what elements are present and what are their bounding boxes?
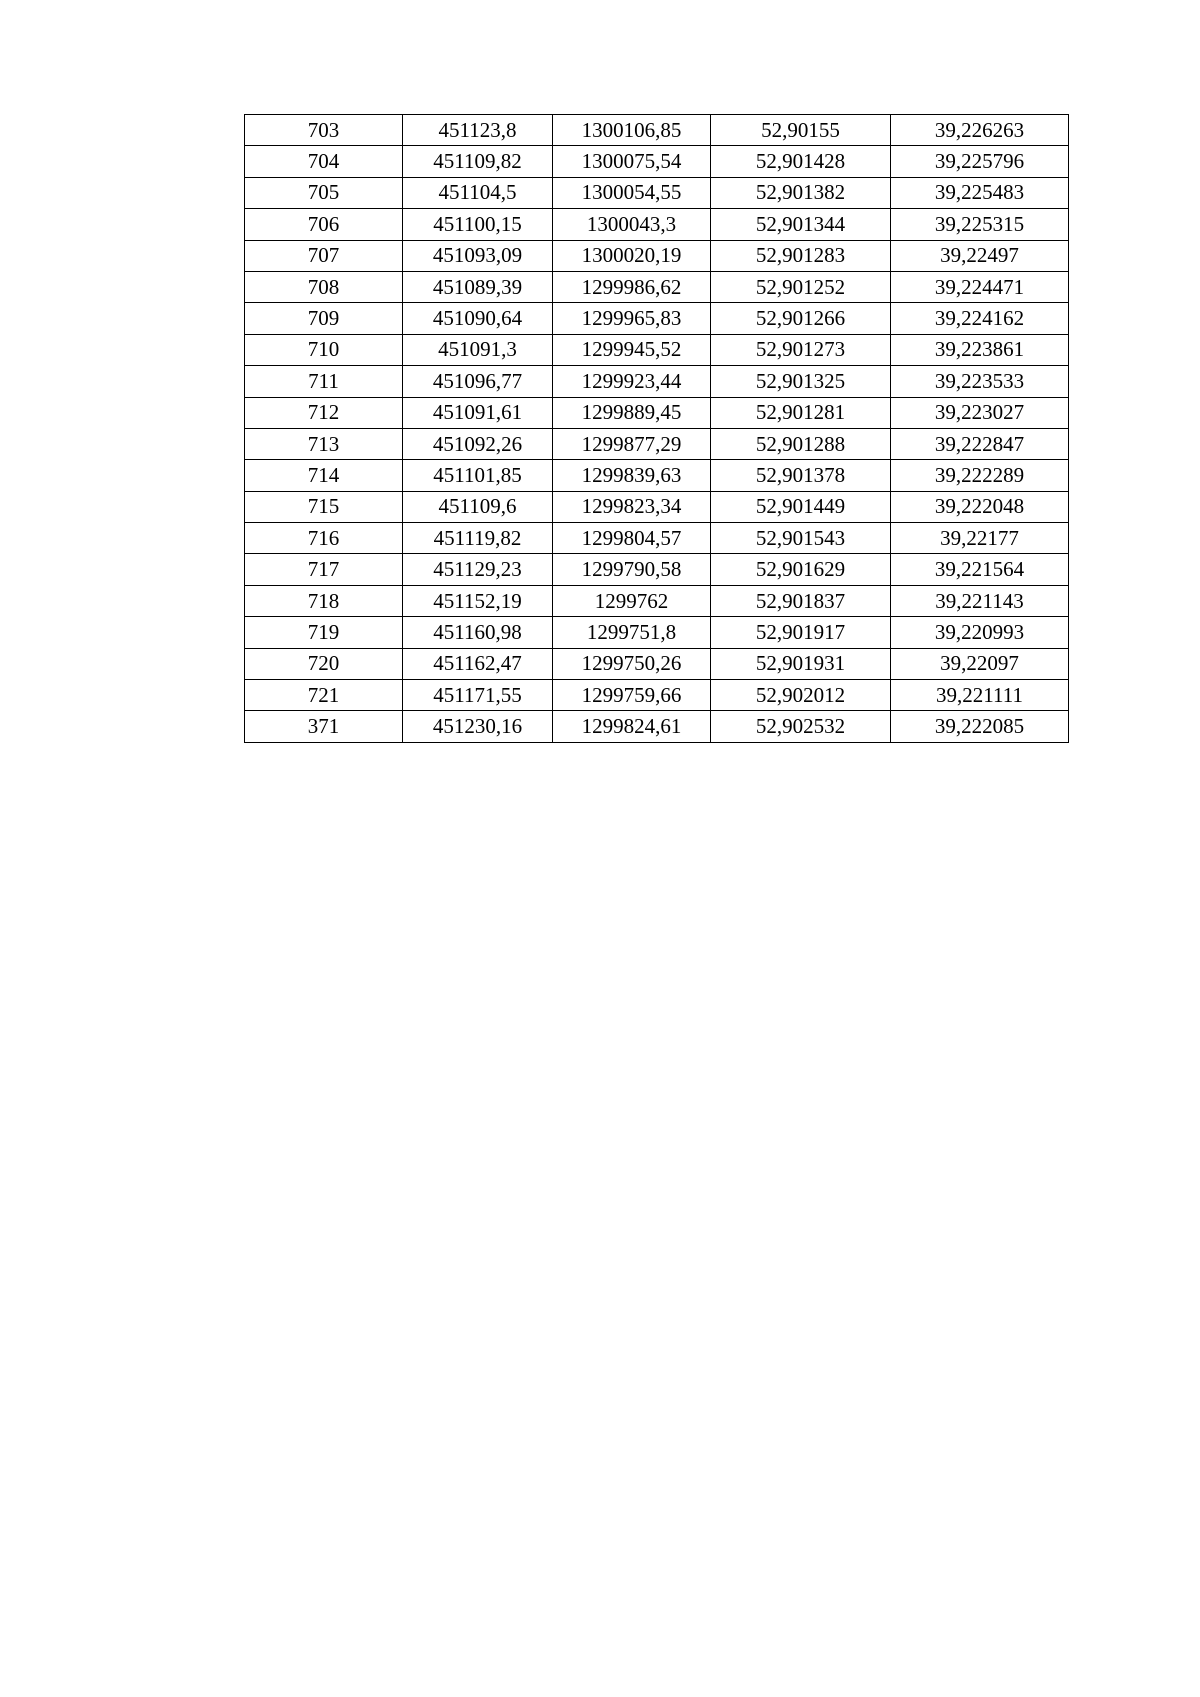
latitude-cell: 52,901281 (711, 397, 891, 428)
point-number-cell: 716 (245, 523, 403, 554)
y-coordinate-cell: 1299823,34 (553, 491, 711, 522)
longitude-cell: 39,222048 (891, 491, 1069, 522)
point-number-cell: 712 (245, 397, 403, 428)
table-row (245, 585, 1069, 616)
y-coordinate-cell: 1299877,29 (553, 428, 711, 459)
table-row (245, 209, 1069, 240)
longitude-cell: 39,225796 (891, 146, 1069, 177)
longitude-cell: 39,224471 (891, 271, 1069, 302)
point-number-cell: 371 (245, 711, 403, 742)
x-coordinate-cell: 451100,15 (403, 209, 553, 240)
table-row (245, 366, 1069, 397)
table-row (245, 334, 1069, 365)
point-number-cell: 713 (245, 428, 403, 459)
longitude-cell: 39,222085 (891, 711, 1069, 742)
longitude-cell: 39,220993 (891, 617, 1069, 648)
point-number-cell: 703 (245, 115, 403, 146)
latitude-cell: 52,901382 (711, 177, 891, 208)
y-coordinate-cell: 1300043,3 (553, 209, 711, 240)
x-coordinate-cell: 451092,26 (403, 428, 553, 459)
point-number-cell: 710 (245, 334, 403, 365)
y-coordinate-cell: 1300054,55 (553, 177, 711, 208)
y-coordinate-cell: 1300075,54 (553, 146, 711, 177)
x-coordinate-cell: 451104,5 (403, 177, 553, 208)
latitude-cell: 52,901428 (711, 146, 891, 177)
longitude-cell: 39,22177 (891, 523, 1069, 554)
table-row (245, 554, 1069, 585)
coordinates-table-body (245, 115, 1069, 743)
y-coordinate-cell: 1299839,63 (553, 460, 711, 491)
y-coordinate-cell: 1299824,61 (553, 711, 711, 742)
x-coordinate-cell: 451101,85 (403, 460, 553, 491)
point-number-cell: 715 (245, 491, 403, 522)
x-coordinate-cell: 451123,8 (403, 115, 553, 146)
y-coordinate-cell: 1299986,62 (553, 271, 711, 302)
point-number-cell: 705 (245, 177, 403, 208)
x-coordinate-cell: 451119,82 (403, 523, 553, 554)
table-row (245, 523, 1069, 554)
latitude-cell: 52,902012 (711, 680, 891, 711)
latitude-cell: 52,901917 (711, 617, 891, 648)
y-coordinate-cell: 1299762 (553, 585, 711, 616)
latitude-cell: 52,901629 (711, 554, 891, 585)
longitude-cell: 39,225483 (891, 177, 1069, 208)
longitude-cell: 39,221564 (891, 554, 1069, 585)
point-number-cell: 704 (245, 146, 403, 177)
latitude-cell: 52,901837 (711, 585, 891, 616)
y-coordinate-cell: 1299759,66 (553, 680, 711, 711)
table-row (245, 240, 1069, 271)
x-coordinate-cell: 451129,23 (403, 554, 553, 585)
x-coordinate-cell: 451109,6 (403, 491, 553, 522)
x-coordinate-cell: 451162,47 (403, 648, 553, 679)
point-number-cell: 718 (245, 585, 403, 616)
longitude-cell: 39,226263 (891, 115, 1069, 146)
x-coordinate-cell: 451160,98 (403, 617, 553, 648)
point-number-cell: 721 (245, 680, 403, 711)
x-coordinate-cell: 451093,09 (403, 240, 553, 271)
y-coordinate-cell: 1299945,52 (553, 334, 711, 365)
point-number-cell: 717 (245, 554, 403, 585)
latitude-cell: 52,901252 (711, 271, 891, 302)
table-row (245, 680, 1069, 711)
point-number-cell: 720 (245, 648, 403, 679)
longitude-cell: 39,22497 (891, 240, 1069, 271)
latitude-cell: 52,901931 (711, 648, 891, 679)
longitude-cell: 39,22097 (891, 648, 1069, 679)
latitude-cell: 52,901378 (711, 460, 891, 491)
x-coordinate-cell: 451090,64 (403, 303, 553, 334)
longitude-cell: 39,223027 (891, 397, 1069, 428)
latitude-cell: 52,901273 (711, 334, 891, 365)
point-number-cell: 707 (245, 240, 403, 271)
table-row (245, 115, 1069, 146)
x-coordinate-cell: 451091,3 (403, 334, 553, 365)
point-number-cell: 719 (245, 617, 403, 648)
latitude-cell: 52,902532 (711, 711, 891, 742)
x-coordinate-cell: 451230,16 (403, 711, 553, 742)
longitude-cell: 39,223861 (891, 334, 1069, 365)
table-row (245, 711, 1069, 742)
longitude-cell: 39,222289 (891, 460, 1069, 491)
latitude-cell: 52,901325 (711, 366, 891, 397)
table-row (245, 271, 1069, 302)
point-number-cell: 706 (245, 209, 403, 240)
latitude-cell: 52,901283 (711, 240, 891, 271)
longitude-cell: 39,223533 (891, 366, 1069, 397)
table-row (245, 303, 1069, 334)
longitude-cell: 39,225315 (891, 209, 1069, 240)
y-coordinate-cell: 1299751,8 (553, 617, 711, 648)
table-row (245, 146, 1069, 177)
table-row (245, 428, 1069, 459)
table-row (245, 460, 1069, 491)
table-row (245, 491, 1069, 522)
latitude-cell: 52,901266 (711, 303, 891, 334)
x-coordinate-cell: 451152,19 (403, 585, 553, 616)
table-row (245, 397, 1069, 428)
point-number-cell: 709 (245, 303, 403, 334)
y-coordinate-cell: 1299889,45 (553, 397, 711, 428)
latitude-cell: 52,90155 (711, 115, 891, 146)
latitude-cell: 52,901344 (711, 209, 891, 240)
point-number-cell: 708 (245, 271, 403, 302)
table-row (245, 648, 1069, 679)
latitude-cell: 52,901288 (711, 428, 891, 459)
coordinates-table (244, 114, 1069, 743)
y-coordinate-cell: 1300020,19 (553, 240, 711, 271)
y-coordinate-cell: 1300106,85 (553, 115, 711, 146)
latitude-cell: 52,901449 (711, 491, 891, 522)
y-coordinate-cell: 1299804,57 (553, 523, 711, 554)
y-coordinate-cell: 1299750,26 (553, 648, 711, 679)
point-number-cell: 711 (245, 366, 403, 397)
y-coordinate-cell: 1299965,83 (553, 303, 711, 334)
x-coordinate-cell: 451109,82 (403, 146, 553, 177)
x-coordinate-cell: 451089,39 (403, 271, 553, 302)
y-coordinate-cell: 1299790,58 (553, 554, 711, 585)
x-coordinate-cell: 451096,77 (403, 366, 553, 397)
x-coordinate-cell: 451091,61 (403, 397, 553, 428)
latitude-cell: 52,901543 (711, 523, 891, 554)
longitude-cell: 39,224162 (891, 303, 1069, 334)
y-coordinate-cell: 1299923,44 (553, 366, 711, 397)
point-number-cell: 714 (245, 460, 403, 491)
longitude-cell: 39,221143 (891, 585, 1069, 616)
longitude-cell: 39,222847 (891, 428, 1069, 459)
x-coordinate-cell: 451171,55 (403, 680, 553, 711)
table-row (245, 617, 1069, 648)
table-row (245, 177, 1069, 208)
longitude-cell: 39,221111 (891, 680, 1069, 711)
